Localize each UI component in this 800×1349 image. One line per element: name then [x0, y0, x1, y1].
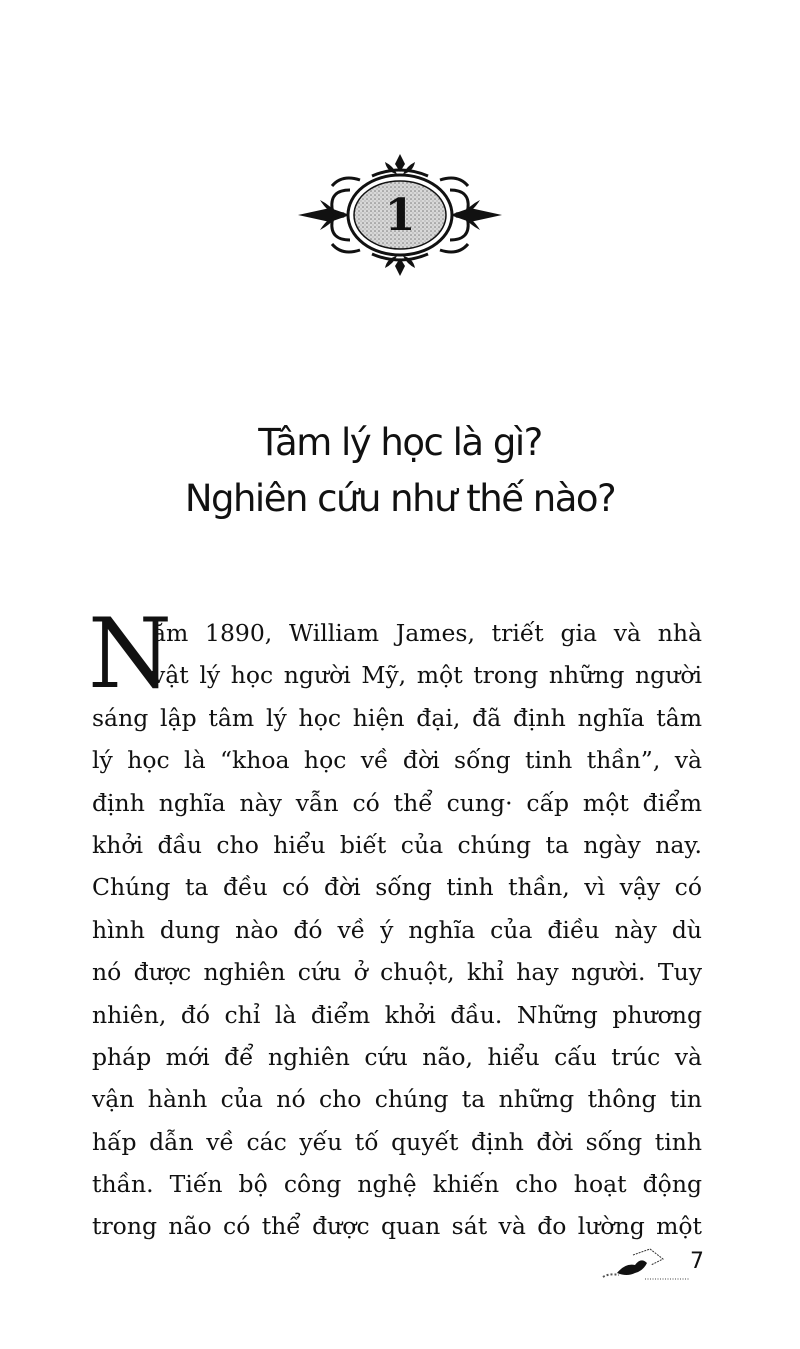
text-line: vận hành của nó cho chúng ta những thông tin [92, 1085, 702, 1114]
chapter-title [0, 415, 800, 527]
text-line: trong não có thể được quan sát và đo lường một [92, 1212, 702, 1241]
text-line: nó được nghiên cứu ở chuột, khỉ hay người. Tuy [92, 958, 702, 987]
chapter-title-line-2: Nghiên cứu như thế nào? [184, 477, 616, 520]
text-line: thần. Tiến bộ công nghệ khiến cho hoạt động [92, 1170, 702, 1199]
chapter-number: 1 [384, 189, 416, 241]
text-line: định nghĩa này vẫn có thể cung· cấp một điểm [92, 788, 702, 817]
text-line: sáng lập tâm lý học hiện đại, đã định nghĩa tâm [92, 703, 702, 732]
page-number: 7 [690, 1249, 704, 1274]
text-line: nhiên, đó chỉ là điểm khởi đầu. Những phương [92, 1000, 702, 1029]
text-line: khởi đầu cho hiểu biết của chúng ta ngày nay. [92, 830, 702, 859]
body-paragraph [88, 598, 702, 1248]
text-line: ăm 1890, William James, triết gia và nhà [152, 619, 702, 647]
drop-cap: N [88, 598, 172, 710]
text-line: pháp mới để nghiên cứu não, hiểu cấu trúc và [92, 1042, 702, 1071]
chapter-title-line-1: Tâm lý học là gì? [258, 421, 542, 464]
text-line: lý học là “khoa học về đời sống tinh thần”, và [92, 746, 702, 775]
text-line: hình dung nào đó về ý nghĩa của điều này dù [92, 915, 702, 944]
text-line: hấp dẫn về các yếu tố quyết định đời sống tinh [92, 1127, 702, 1156]
text-line: vật lý học người Mỹ, một trong những người [152, 661, 702, 690]
text-line: Chúng ta đều có đời sống tinh thần, vì vậy có [92, 873, 702, 902]
